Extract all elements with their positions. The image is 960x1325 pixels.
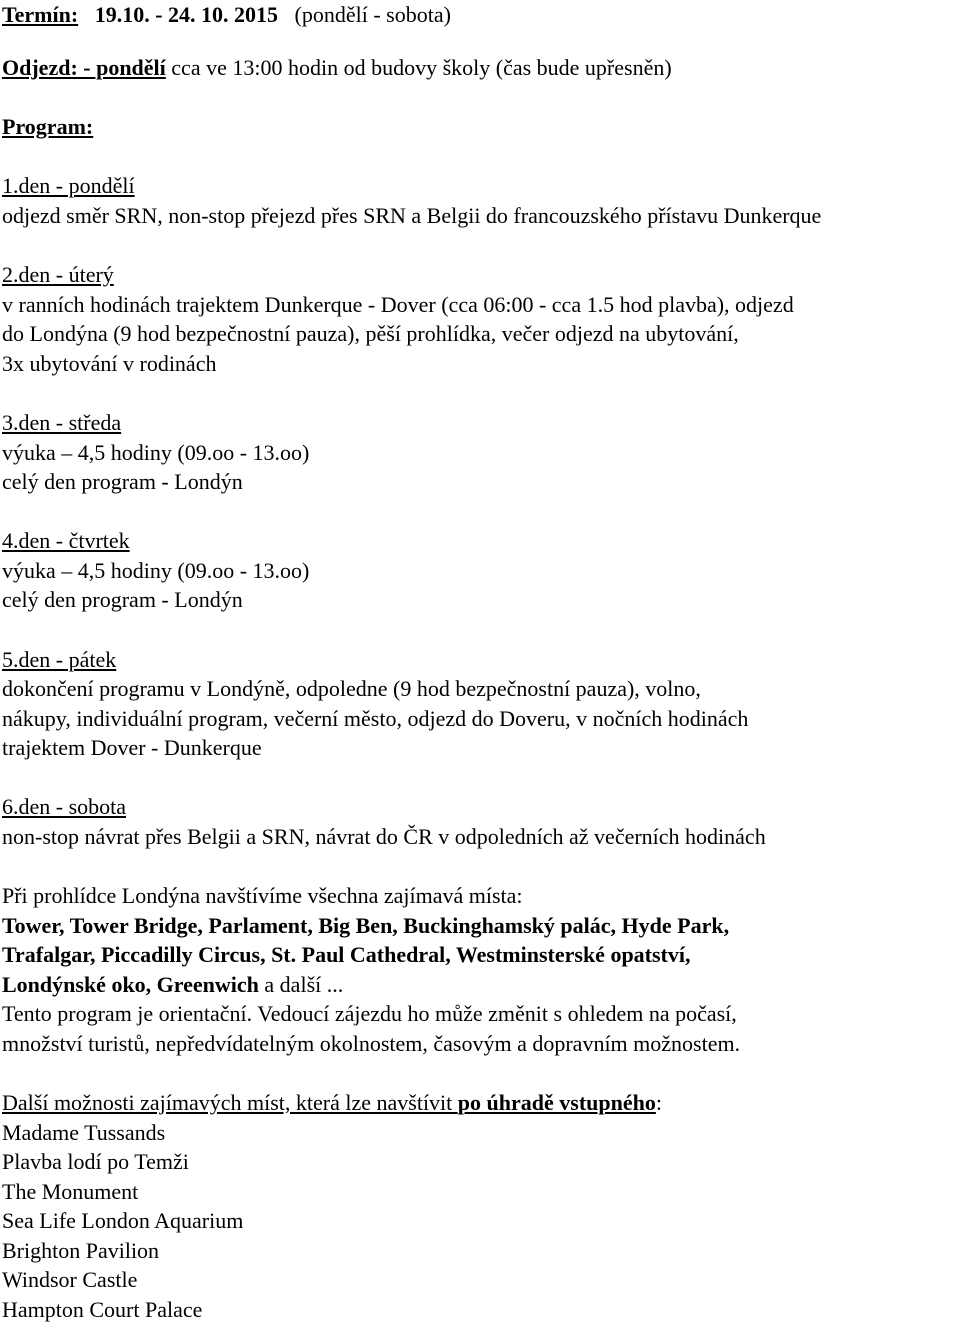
sights-list-bold: Londýnské oko, Greenwich — [2, 972, 259, 997]
day-line: celý den program - Londýn — [2, 469, 243, 494]
term-days: (pondělí - sobota) — [294, 2, 451, 27]
term-line — [2, 0, 451, 30]
departure-text: cca ve 13:00 hodin od budovy školy (čas bude upřesněn) — [165, 55, 672, 80]
day-line: dokončení programu v Londýně, odpoledne (9 hod bezpečnostní pauza), volno, — [2, 676, 701, 701]
extra-item: Plavba lodí po Temži — [2, 1149, 189, 1174]
program-note: množství turistů, nepředvídatelným okolnostem, časovým a dopravním možnostem. — [2, 1031, 741, 1056]
sights-list-line: Trafalgar, Piccadilly Circus, St. Paul Cathedral, Westminsterské opatství, — [2, 942, 691, 967]
day-title: 6.den - sobota — [2, 794, 127, 819]
term-label: Termín: — [2, 2, 79, 27]
day-line: v ranních hodinách trajektem Dunkerque - Dover (cca 06:00 - cca 1.5 hod plavba), odjezd — [2, 292, 794, 317]
day-title: 4.den - čtvrtek — [2, 528, 130, 553]
sights-list-line — [2, 970, 343, 1000]
extra-item: Windsor Castle — [2, 1267, 138, 1292]
extra-item: Sea Life London Aquarium — [2, 1208, 244, 1233]
extra-heading-colon: : — [655, 1090, 662, 1115]
day-line: trajektem Dover - Dunkerque — [2, 735, 262, 760]
departure-label: Odjezd: - pondělí — [2, 55, 166, 80]
day-line: výuka – 4,5 hodiny (09.oo - 13.oo) — [2, 558, 310, 583]
day-title: 1.den - pondělí — [2, 173, 135, 198]
program-heading: Program: — [2, 114, 94, 139]
day-line: celý den program - Londýn — [2, 587, 243, 612]
sights-intro: Při prohlídce Londýna navštívíme všechna zajímavá místa: — [2, 883, 523, 908]
day-line: non-stop návrat přes Belgii a SRN, návrat do ČR v odpoledních až večerních hodinách — [2, 824, 766, 849]
program-note: Tento program je orientační. Vedoucí zájezdu ho může změnit s ohledem na počasí, — [2, 1001, 737, 1026]
extra-item: Hampton Court Palace — [2, 1297, 203, 1322]
extra-item: Brighton Pavilion — [2, 1238, 160, 1263]
extra-heading — [2, 1088, 662, 1118]
sights-list-tail: a další ... — [258, 972, 344, 997]
day-line: 3x ubytování v rodinách — [2, 351, 217, 376]
extra-heading-bold: po úhradě vstupného — [457, 1090, 656, 1115]
day-title: 5.den - pátek — [2, 647, 117, 672]
day-line: do Londýna (9 hod bezpečnostní pauza), pěší prohlídka, večer odjezd na ubytování, — [2, 321, 739, 346]
day-line: odjezd směr SRN, non-stop přejezd přes SRN a Belgii do francouzského přístavu Dunkerque — [2, 203, 822, 228]
day-title: 2.den - úterý — [2, 262, 114, 287]
day-line: výuka – 4,5 hodiny (09.oo - 13.oo) — [2, 440, 310, 465]
extra-item: The Monument — [2, 1179, 139, 1204]
extra-item: Madame Tussands — [2, 1120, 166, 1145]
departure-line — [2, 53, 672, 83]
sights-list-line: Tower, Tower Bridge, Parlament, Big Ben, Buckinghamský palác, Hyde Park, — [2, 913, 730, 938]
term-dates: 19.10. - 24. 10. 2015 — [94, 2, 279, 27]
day-title: 3.den - středa — [2, 410, 122, 435]
extra-heading-text: Další možnosti zajímavých míst, která lze navštívit — [2, 1090, 458, 1115]
day-line: nákupy, individuální program, večerní město, odjezd do Doveru, v nočních hodinách — [2, 706, 749, 731]
